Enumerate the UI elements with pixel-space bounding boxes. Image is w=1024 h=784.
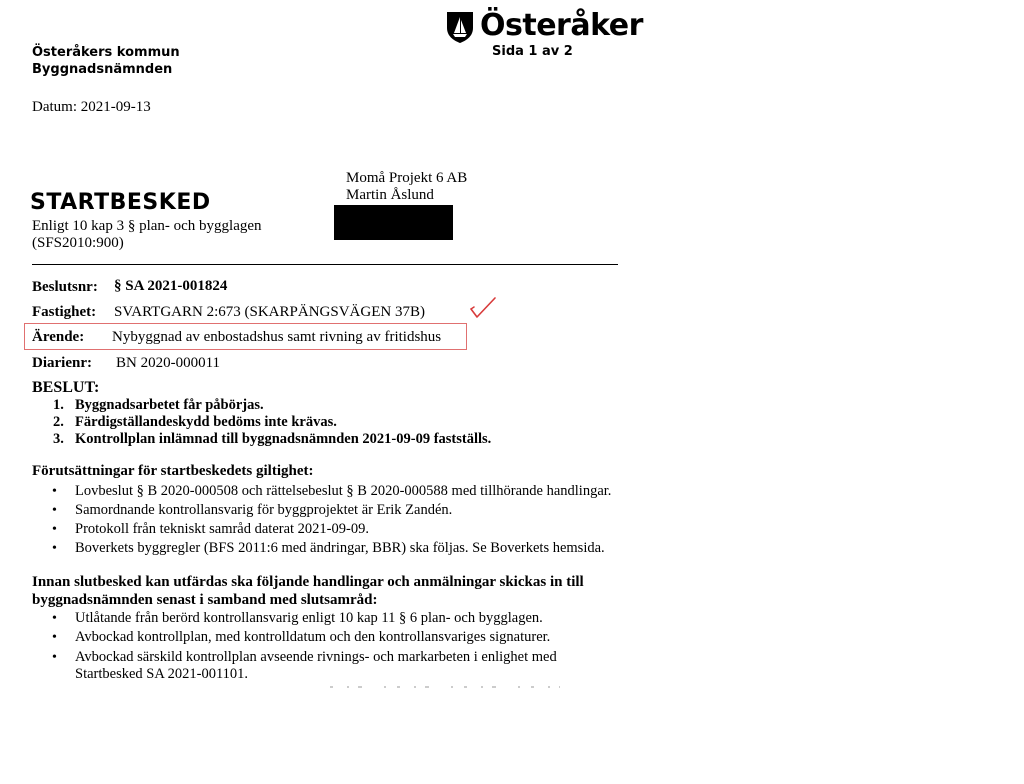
diary-number-value: BN 2020-000011 [116,355,221,371]
decision-item [53,397,264,414]
org-name: Österåkers kommun [32,45,180,60]
decision-item-number: 1. [53,397,64,413]
scan-artifact [330,686,560,688]
municipality-shield-icon [445,10,475,44]
list-item [52,649,557,666]
requirement-text: Avbockad kontrollplan, med kontrolldatum och den kontrollansvariges signaturer. [75,629,551,645]
bullet-icon: • [52,522,57,537]
decision-item-text: Färdigställandeskydd bedöms inte krävas. [75,414,337,430]
diary-number-label: Diarienr: [32,355,92,371]
bullet-icon: • [52,484,57,499]
list-item [52,610,543,627]
bullet-icon: • [52,630,57,645]
bullet-icon: • [52,650,57,665]
decision-item [53,431,491,448]
condition-text: Samordnande kontrollansvarig för byggprojektet är Erik Zandén. [75,502,453,518]
decision-item [53,414,337,431]
list-item [52,483,611,500]
property-value: SVARTGARN 2:673 (SKARPÄNGSVÄGEN 37B) [114,304,425,320]
decision-item-text: Byggnadsarbetet får påbörjas. [75,397,264,413]
final-requirements-heading-cont: byggnadsnämnden senast i samband med slutsamråd: [32,592,378,608]
bullet-icon: • [52,503,57,518]
list-item [52,521,369,538]
list-item [52,502,452,519]
decision-heading: BESLUT: [32,379,100,396]
requirement-text-cont: Startbesked SA 2021-001101. [75,666,249,682]
bullet-icon: • [52,611,57,626]
document-date: Datum: 2021-09-13 [32,99,151,115]
property-label: Fastighet: [32,304,97,320]
handwritten-check-icon [468,295,498,321]
decision-item-number: 2. [53,414,64,430]
conditions-heading: Förutsättningar för startbeskedets giltighet: [32,463,314,479]
department-name: Byggnadsnämnden [32,62,173,77]
law-reference-sfs: (SFS2010:900) [32,235,124,251]
header-divider [32,264,618,265]
condition-text: Lovbeslut § B 2020-000508 och rättelsebeslut § B 2020-000588 med tillhörande handlingar. [75,483,612,499]
municipality-logo-text: Österåker [480,8,643,43]
recipient-company: Momå Projekt 6 AB [346,170,468,186]
recipient-name: Martin Åslund [346,187,434,203]
matter-value: Nybyggnad av enbostadshus samt rivning av fritidshus [112,329,442,345]
law-reference: Enligt 10 kap 3 § plan- och bygglagen [32,218,262,234]
final-requirements-heading: Innan slutbesked kan utfärdas ska följande handlingar och anmälningar skickas in till [32,574,584,590]
requirement-text: Avbockad särskild kontrollplan avseende rivnings- och markarbeten i enlighet med [75,649,557,665]
decision-number-label: Beslutsnr: [32,279,98,295]
condition-text: Protokoll från tekniskt samråd daterat 2021-09-09. [75,521,369,537]
matter-label: Ärende: [32,329,85,345]
decision-item-number: 3. [53,431,64,447]
decision-number-value: § SA 2021-001824 [114,278,228,294]
decision-item-text: Kontrollplan inlämnad till byggnadsnämnden 2021-09-09 fastställs. [75,431,492,447]
redacted-address [334,205,453,240]
list-item [52,540,605,557]
bullet-icon: • [52,541,57,556]
condition-text: Boverkets byggregler (BFS 2011:6 med ändringar, BBR) ska följas. Se Boverkets hemsida. [75,540,605,556]
requirement-text: Utlåtande från berörd kontrollansvarig enligt 10 kap 11 § 6 plan- och bygglagen. [75,610,543,626]
page-number: Sida 1 av 2 [492,44,573,59]
list-item [52,629,550,646]
document-title: STARTBESKED [30,190,211,215]
